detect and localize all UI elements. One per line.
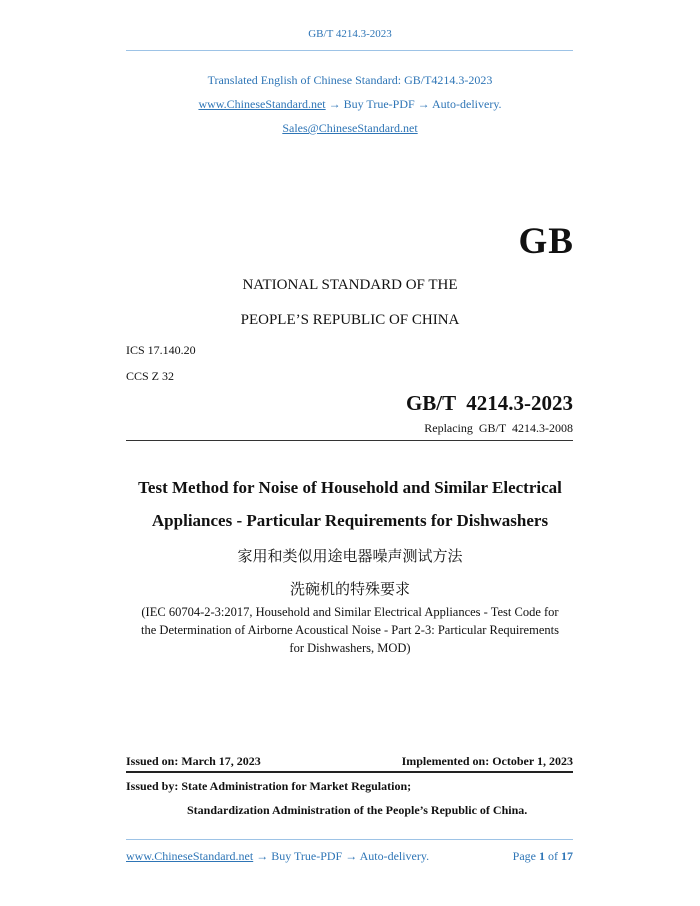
footer-buy-line — [126, 849, 429, 864]
footer-rule — [126, 839, 573, 840]
issuer-line2: Standardization Administration of the People’s Republic of China. — [187, 803, 528, 817]
dates-rule — [126, 771, 573, 773]
title-zh-line2: 洗碗机的特殊要求 — [289, 580, 410, 598]
implemented-date: Implemented on: October 1, 2023 — [401, 754, 573, 768]
iec-ref-line1: (IEC 60704-2-3:2017, Household and Similar Electrical Appliances - Test Code for — [141, 605, 559, 619]
issuer-line1: Issued by: State Administration for Market Regulation; — [126, 779, 412, 793]
page-prefix: Page — [512, 849, 539, 863]
iec-ref-line3: for Dishwashers, MOD) — [289, 641, 411, 655]
promo-buy-text: → Buy True-PDF → Auto-delivery. — [325, 97, 502, 111]
footer-buy-text: → Buy True-PDF → Auto-delivery. — [253, 849, 430, 863]
number-rule — [126, 440, 573, 441]
standard-number: GB/T 4214.3-2023 — [405, 391, 573, 415]
promo-buy-line — [0, 97, 700, 112]
site-link[interactable]: www.ChineseStandard.net — [198, 97, 326, 111]
email-link[interactable]: Sales@ChineseStandard.net — [282, 121, 418, 135]
iec-ref-line2: the Determination of Airborne Acoustical Noise - Part 2-3: Particular Requirements — [141, 623, 559, 637]
national-standard-line2: PEOPLE’S REPUBLIC OF CHINA — [240, 312, 460, 328]
title-en-line1: Test Method for Noise of Household and Similar Electrical — [138, 478, 562, 497]
ccs-code: CCS Z 32 — [126, 369, 175, 383]
page-indicator — [440, 849, 573, 864]
page-number: 1 — [539, 849, 545, 863]
page-of: of — [545, 849, 561, 863]
ics-code: ICS 17.140.20 — [126, 343, 196, 357]
replacing-note: Replacing GB/T 4214.3-2008 — [424, 421, 573, 435]
running-header: GB/T 4214.3-2023 — [308, 28, 392, 40]
promo-email-line — [0, 121, 700, 136]
gb-logo: GB — [518, 221, 574, 262]
promo-line: Translated English of Chinese Standard: GB/T4214.3-2023 — [207, 73, 493, 87]
issued-date: Issued on: March 17, 2023 — [126, 754, 261, 768]
national-standard-line1: NATIONAL STANDARD OF THE — [242, 277, 458, 293]
page-total: 17 — [561, 849, 573, 863]
title-en-line2: Appliances - Particular Requirements for Dishwashers — [151, 511, 549, 530]
header-rule — [126, 50, 573, 51]
footer-site-link[interactable]: www.ChineseStandard.net — [126, 849, 254, 863]
title-zh-line1: 家用和类似用途电器噪声测试方法 — [237, 547, 463, 565]
